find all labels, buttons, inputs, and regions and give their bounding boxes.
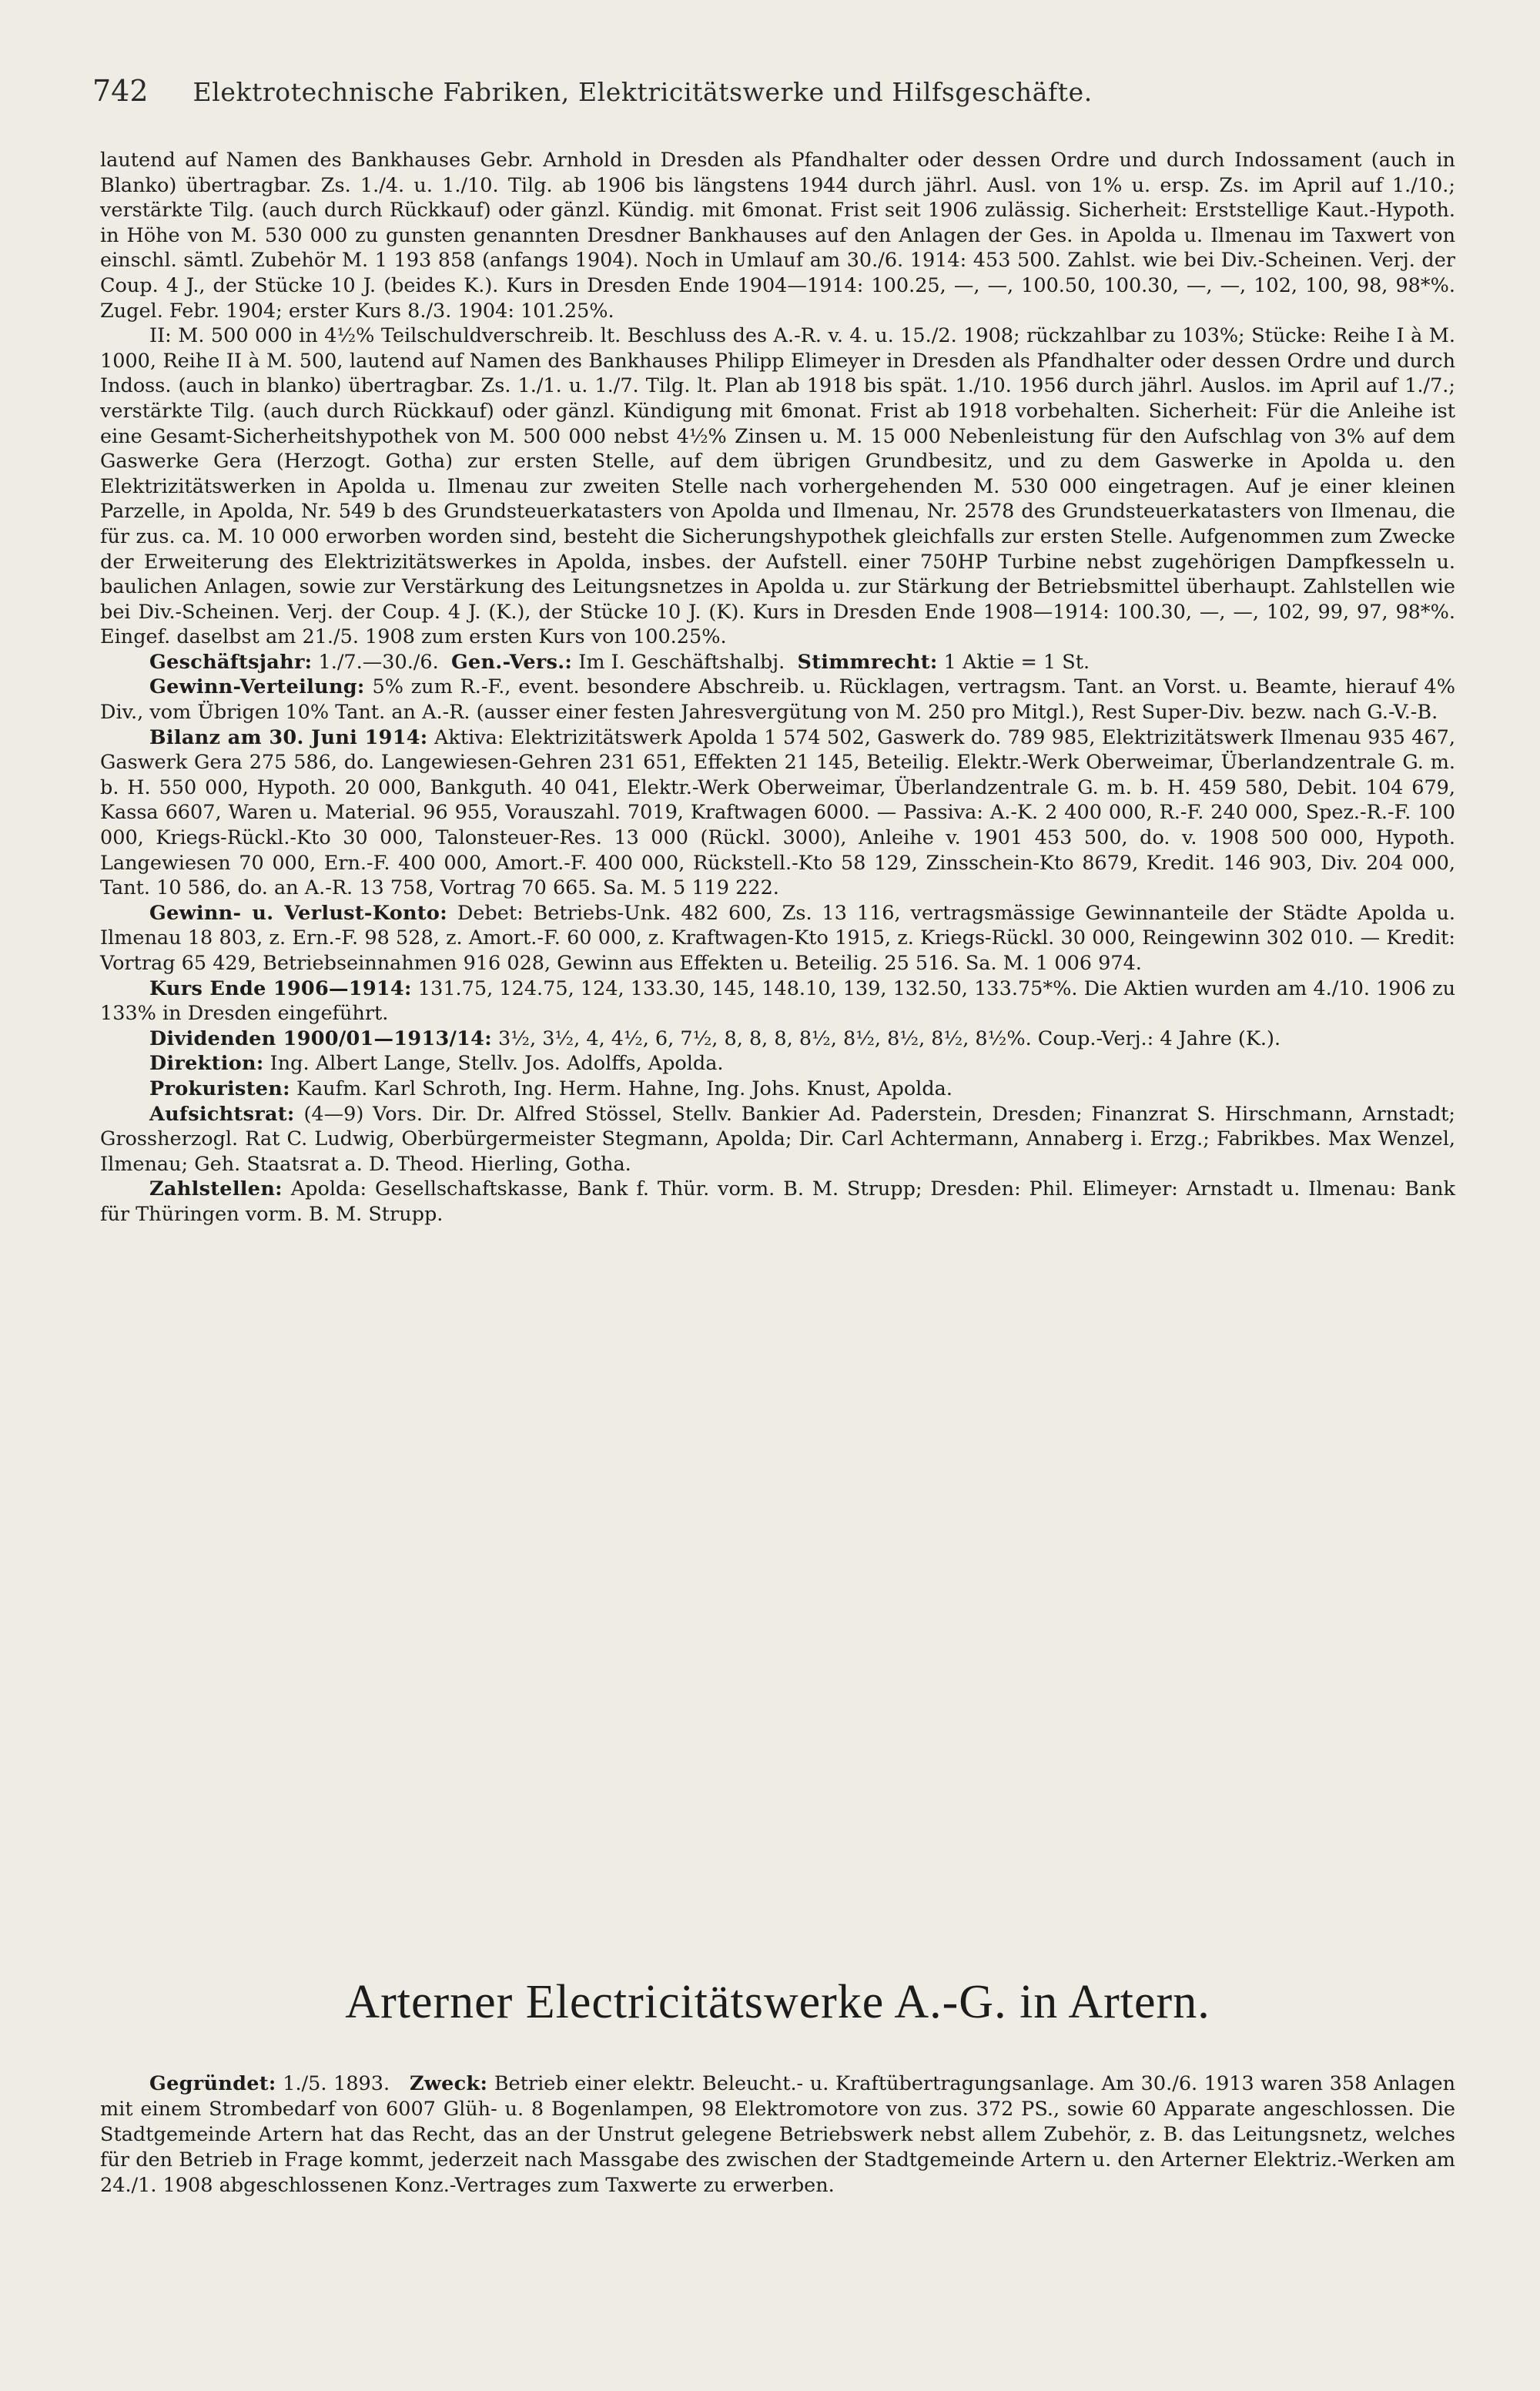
- company-2-text: [100, 2071, 1455, 2198]
- page-number: 742: [92, 74, 149, 108]
- loan-1-paragraph: lautend auf Namen des Bankhauses Gebr. Arnhold in Dresden als Pfandhalter oder dessen Ordre und durch Indossament (auch in Blanko) übertragbar. Zs. 1./4. u. 1./10. Tilg. ab 1906 bis längstens 1944 durch jährl. Ausl. von 1% u. ersp. Zs. im April auf 1./10.; verstärkte Tilg. (auch durch Rückkauf) oder gänzl. Kündig. mit 6monat. Frist seit 1906 zulässig. Sicherheit: Erststellige Kaut.-Hypoth. in Höhe von M. 530 000 zu gunsten genannten Dresdner Bankhauses auf den Anlagen der Ges. in Apolda u. Ilmenau im Taxwert von einschl. sämtl. Zubehör M. 1 193 858 (anfangs 1904). Noch in Umlauf am 30./6. 1914: 453 500. Zahlst. wie bei Div.-Scheinen. Verj. der Coup. 4 J., der Stücke 10 J. (beides K.). Kurs in Dresden Ende 1904—1914: 100.25, —, —, 100.50, 100.30, —, —, 102, 100, 98, 98*%. Zugel. Febr. 1904; erster Kurs 8./3. 1904: 101.25%.: [100, 149, 1455, 323]
- kurs-text: 131.75, 124.75, 124, 133.30, 145, 148.10, 139, 132.50, 133.75*%. Die Aktien wurden am 4./10. 1906 zu 133% in Dresden eingeführt.: [100, 976, 1456, 1026]
- guv-label: Gewinn- u. Verlust-Konto:: [149, 901, 447, 925]
- ar-label: Aufsichtsrat:: [149, 1102, 295, 1126]
- aufsichtsrat-paragraph: [100, 1102, 1455, 1177]
- running-title: Elektrotechnische Fabriken, Elektricitätswerke und Hilfsgeschäfte.: [192, 77, 1093, 107]
- running-head: [92, 68, 1401, 114]
- prok-label: Prokuristen:: [149, 1077, 290, 1100]
- company-heading: Arterner Electricitätswerke A.-G. in Artern.: [345, 1976, 1210, 2028]
- gegr-label: Gegründet:: [149, 2072, 276, 2095]
- meeting-paragraph: [100, 650, 1455, 675]
- bilanz-label: Bilanz am 30. Juni 1914:: [149, 725, 428, 749]
- gv-label: Gen.-Vers.:: [450, 650, 573, 674]
- sr-text: 1 Aktie = 1 St.: [943, 650, 1090, 674]
- direktion-paragraph: [100, 1051, 1455, 1077]
- ar-text: (4—9) Vors. Dir. Dr. Alfred Stössel, Stellv. Bankier Ad. Paderstein, Dresden; Finanzrat S. Hirschmann, Arnstadt; Grossherzogl. Rat C. Ludwig, Oberbürgermeister Stegmann, Apolda; Dir. Carl Achtermann, Annaberg i. Erzg.; Fabrikbes. Max Wenzel, Ilmenau; Geh. Staatsrat a. D. Theod. Hierling, Gotha.: [100, 1102, 1455, 1176]
- gewinn-paragraph: [100, 675, 1455, 725]
- gv-text: Im I. Geschäftshalbj.: [578, 650, 785, 674]
- guv-text: Debet: Betriebs-Unk. 482 600, Zs. 13 116, vertragsmässige Gewinnanteile der Städte Apolda u. Ilmenau 18 803, z. Ern.-F. 98 528, z. Amort.-F. 60 000, z. Kraftwagen-Kto 1915, z. Kriegs-Rückl. 30 000, Reingewinn 302 010. — Kredit: Vortrag 65 429, Betriebseinnahmen 916 028, Gewinn aus Effekten u. Beteilig. 25 516. Sa. M. 1 006 974.: [100, 901, 1456, 975]
- zahlstellen-paragraph: [100, 1177, 1455, 1227]
- div-text: 3½, 3½, 4, 4½, 6, 7½, 8, 8, 8, 8½, 8½, 8½, 8½, 8½%. Coup.-Verj.: 4 Jahre (K.).: [498, 1026, 1281, 1050]
- main-text: [100, 148, 1455, 1227]
- dir-text: Ing. Albert Lange, Stellv. Jos. Adolffs, Apolda.: [270, 1052, 724, 1076]
- dividenden-paragraph: [100, 1026, 1455, 1052]
- gj-label: Geschäftsjahr:: [149, 650, 313, 674]
- kurs-paragraph: [100, 976, 1455, 1026]
- loan-2-paragraph: II: M. 500 000 in 4½% Teilschuldverschreib. lt. Beschluss des A.-R. v. 4. u. 15./2. 1908; rückzahlbar zu 103%; Stücke: Reihe I à M. 1000, Reihe II à M. 500, lautend auf Namen des Bankhauses Philipp Elimeyer in Dresden als Pfandhalter oder dessen Ordre und durch Indoss. (auch in blanko) übertragbar. Zs. 1./1. u. 1./7. Tilg. lt. Plan ab 1918 bis spät. 1./10. 1956 durch jährl. Auslos. im April auf 1./7.; verstärkte Tilg. (auch durch Rückkauf) oder gänzl. Kündigung mit 6monat. Frist ab 1918 vorbehalten. Sicherheit: Für die Anleihe ist eine Gesamt-Sicherheitshypothek von M. 500 000 nebst 4½% Zinsen u. M. 15 000 Nebenleistung für den Aufschlag von 3% auf dem Gaswerke Gera (Herzogt. Gotha) zur ersten Stelle, auf dem übrigen Grundbesitz, und zu dem Gaswerke in Apolda u. den Elektrizitätswerken in Apolda u. Ilmenau zur zweiten Stelle nach vorhergehenden M. 530 000 eingetragen. Auf je einer kleinen Parzelle, in Apolda, Nr. 549 b des Grundsteuerkatasters von Apolda und Ilmenau, Nr. 2578 des Grundsteuerkatasters von Ilmenau, die für zus. ca. M. 10 000 erworben worden sind, besteht die Sicherungshypothek gleichfalls zur ersten Stelle. Aufgenommen zum Zwecke der Erweiterung des Elektrizitätswerkes in Apolda, insbes. der Aufstell. einer 750HP Turbine nebst zugehörigen Dampfkesseln u. baulichen Anlagen, sowie zur Verstärkung des Leitungsnetzes in Apolda u. zur Stärkung der Betriebsmittel überhaupt. Zahlstellen wie bei Div.-Scheinen. Verj. der Coup. 4 J. (K.), der Stücke 10 J. (K). Kurs in Dresden Ende 1908—1914: 100.30, —, —, 102, 99, 97, 98*%. Eingef. daselbst am 21./5. 1908 zum ersten Kurs von 100.25%.: [100, 324, 1455, 649]
- zweck-text: Betrieb einer elektr. Beleucht.- u. Kraftübertragungsanlage. Am 30./6. 1913 waren 358 Anlagen mit einem Strombedarf von 6007 Glüh- u. 8 Bogenlampen, 98 Elektromotore von zus. 372 PS., sowie 60 Apparate angeschlossen. Die Stadtgemeinde Artern hat das Recht, das an der Unstrut gelegene Betriebswerk nebst allem Zubehör, z. B. das Leitungsnetz, welches für den Betrieb in Frage kommt, jederzeit nach Massgabe des zwischen der Stadtgemeinde Artern u. den Arterner Elektriz.-Werken am 24./1. 1908 abgeschlossenen Konz.-Vertrages zum Taxwerte zu erwerben.: [100, 2072, 1455, 2197]
- guv-paragraph: [100, 901, 1455, 976]
- gegruendet-paragraph: [100, 2071, 1455, 2198]
- prokuristen-paragraph: [100, 1077, 1455, 1102]
- bilanz-paragraph: [100, 725, 1455, 901]
- kurs-label: Kurs Ende 1906—1914:: [149, 976, 412, 1000]
- bilanz-text: Aktiva: Elektrizitätswerk Apolda 1 574 502, Gaswerk do. 789 985, Elektrizitätswerk Ilmenau 935 467, Gaswerk Gera 275 586, do. Langewiesen-Gehren 231 651, Effekten 21 145, Beteilig. Elektr.-Werk Oberweimar, Überlandzentrale G. m. b. H. 550 000, Hypoth. 20 000, Bankguth. 40 041, Elektr.-Werk Oberweimar, Überlandzentrale G. m. b. H. 459 580, Debit. 104 679, Kassa 6607, Waren u. Material. 96 955, Vorauszahl. 7019, Kraftwagen 6000. — Passiva: A.-K. 2 400 000, R.-F. 240 000, Spez.-R.-F. 100 000, Kriegs-Rückl.-Kto 30 000, Talonsteuer-Res. 13 000 (Rückl. 3000), Anleihe v. 1901 453 500, do. v. 1908 500 000, Hypoth. Langewiesen 70 000, Ern.-F. 400 000, Amort.-F. 400 000, Rückstell.-Kto 58 129, Zinsschein-Kto 8679, Kredit. 146 903, Div. 204 000, Tant. 10 586, do. an A.-R. 13 758, Vortrag 70 665. Sa. M. 5 119 222.: [100, 725, 1456, 900]
- zweck-label: Zweck:: [409, 2072, 488, 2095]
- gewinn-label: Gewinn-Verteilung:: [149, 675, 365, 699]
- dir-label: Direktion:: [149, 1052, 264, 1076]
- zahl-label: Zahlstellen:: [149, 1177, 283, 1201]
- gewinn-text: 5% zum R.-F., event. besondere Abschreib. u. Rücklagen, vertragsm. Tant. an Vorst. u. Beamte, hierauf 4% Div., vom Übrigen 10% Tant. an A.-R. (ausser einer festen Jahresvergütung von M. 250 pro Mitgl.), Rest Super-Div. bezw. nach G.-V.-B.: [100, 675, 1456, 725]
- div-label: Dividenden 1900/01—1913/14:: [149, 1026, 492, 1050]
- gj-text: 1./7.—30./6.: [318, 650, 439, 674]
- zahl-text: Apolda: Gesellschaftskasse, Bank f. Thür. vorm. B. M. Strupp; Dresden: Phil. Elimeyer: Arnstadt u. Ilmenau: Bank für Thüringen vorm. B. M. Strupp.: [100, 1177, 1456, 1226]
- prok-text: Kaufm. Karl Schroth, Ing. Herm. Hahne, Ing. Johs. Knust, Apolda.: [296, 1077, 952, 1100]
- sr-label: Stimmrecht:: [797, 650, 938, 674]
- gegr-text: 1./5. 1893.: [283, 2072, 390, 2095]
